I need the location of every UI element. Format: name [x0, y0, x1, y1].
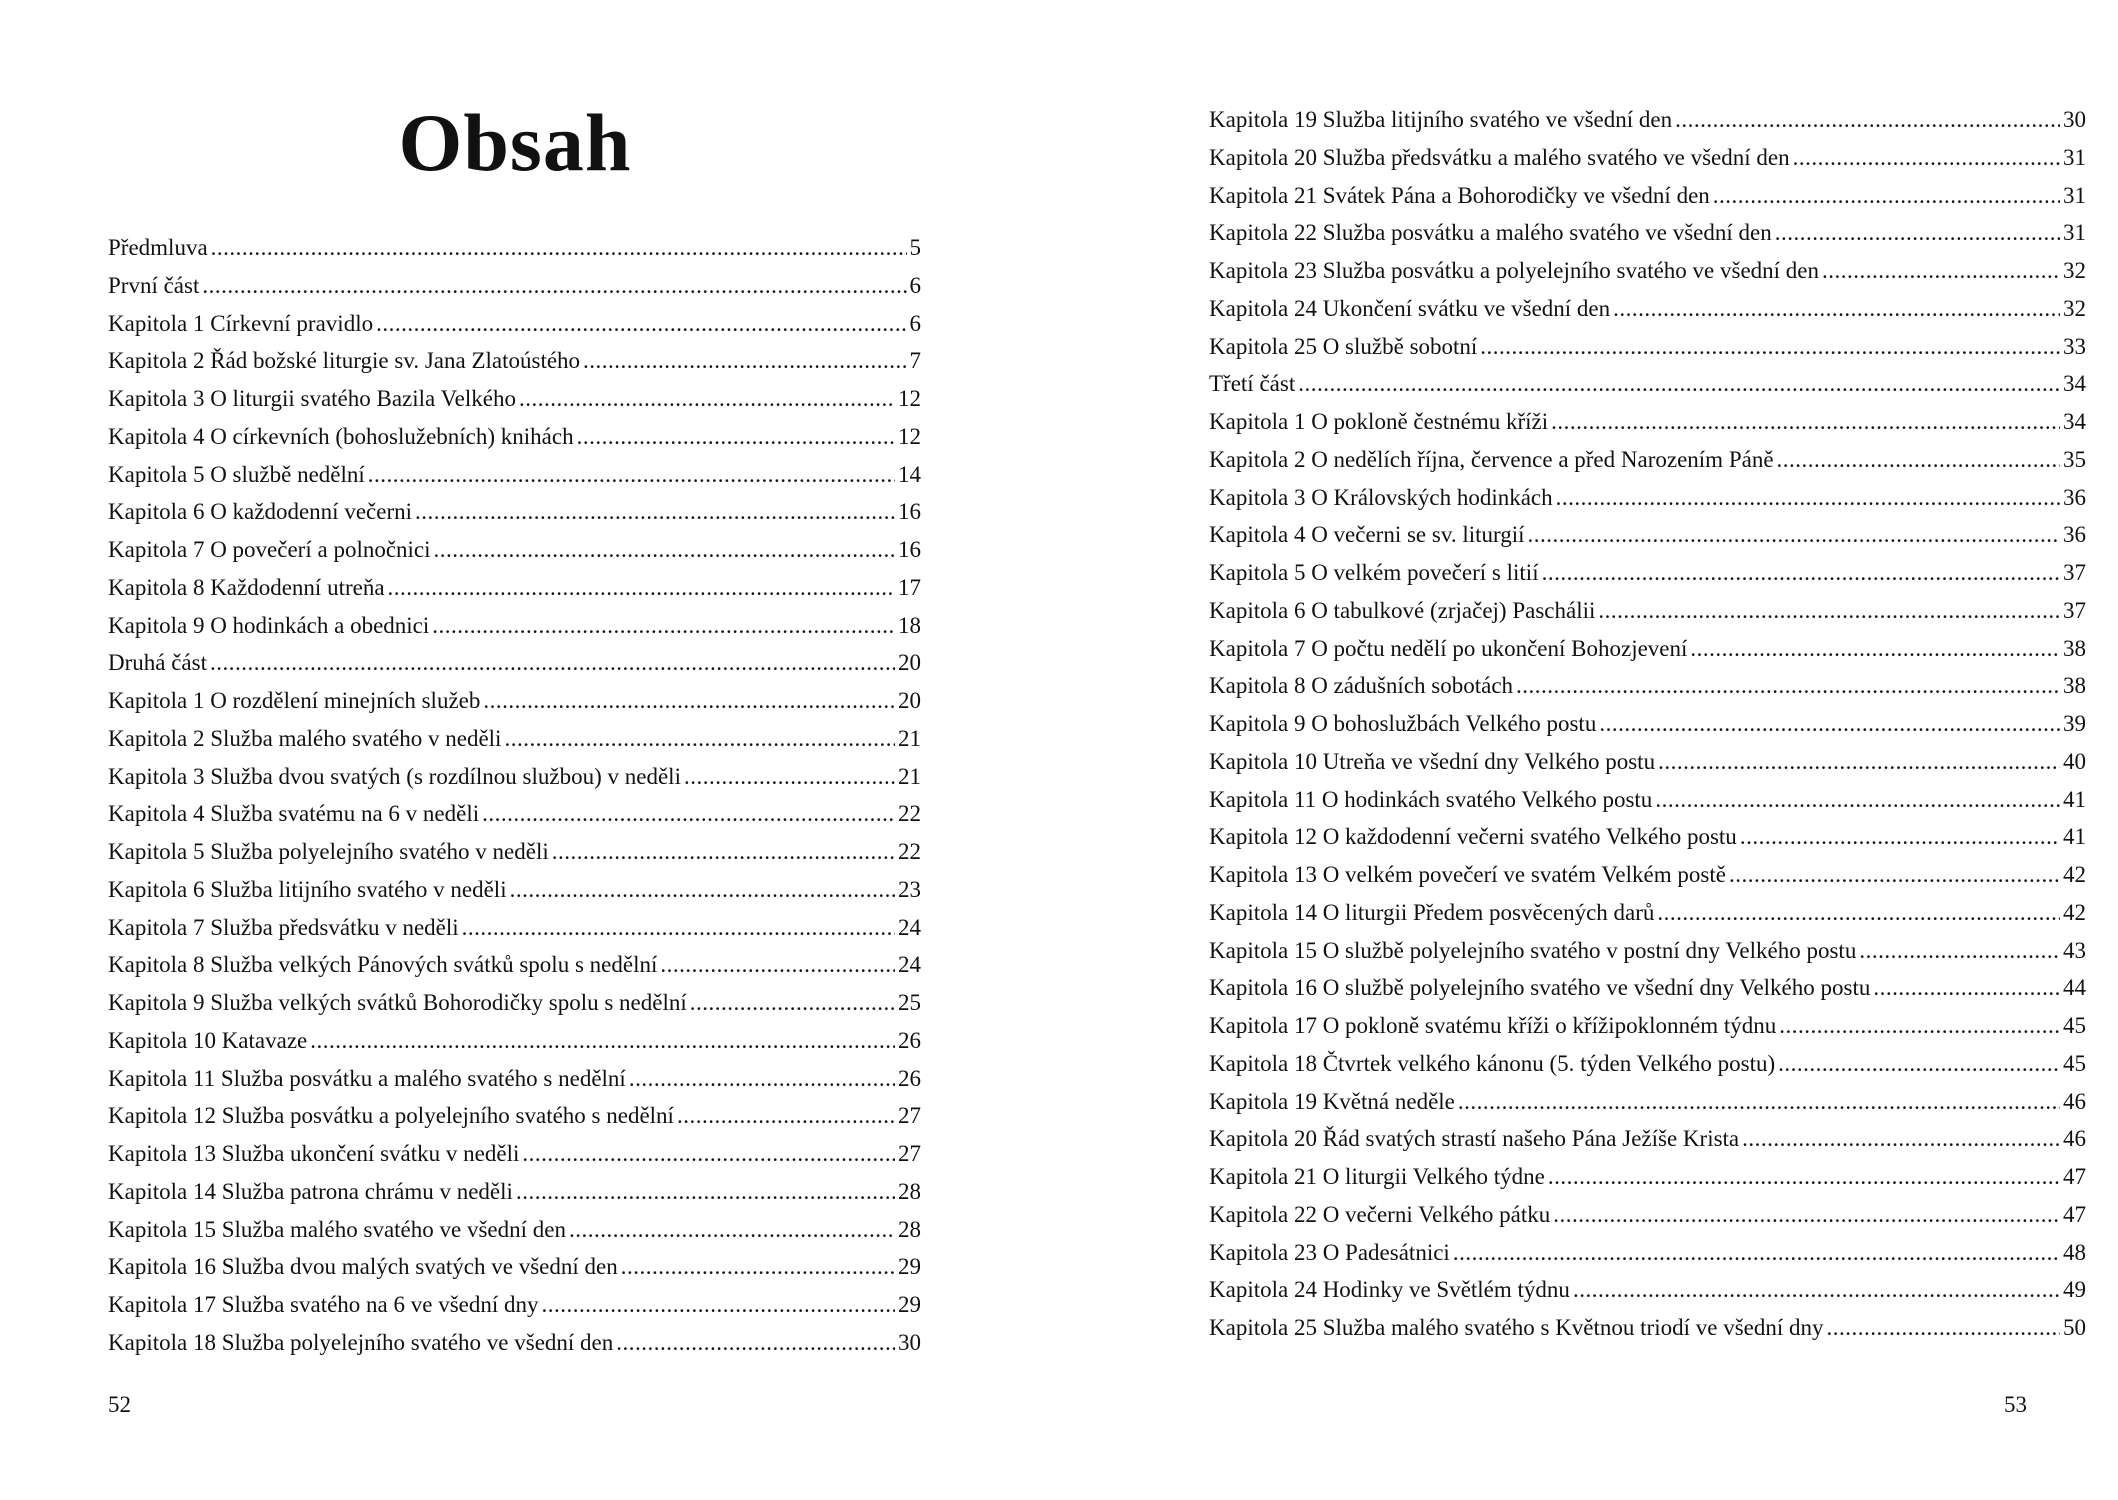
toc-entry [108, 758, 921, 796]
toc-entry [1209, 554, 2086, 592]
toc-entry-title: Kapitola 15 Služba malého svatého ve všední den [108, 1216, 566, 1242]
toc-entry-title: Kapitola 23 O Padesátnici [1209, 1239, 1450, 1265]
toc-entry-page: 5 [909, 235, 921, 260]
toc-entry-title: Kapitola 16 O službě polyelejního svatého ve všední dny Velkého postu [1209, 975, 1871, 1001]
toc-entry [1209, 743, 2086, 781]
toc-entry [108, 909, 921, 947]
dot-leader [462, 909, 895, 947]
toc-entry-page: 6 [909, 272, 921, 298]
toc-entry [1209, 705, 2086, 743]
toc-entry-page: 38 [2063, 673, 2086, 699]
toc-entry-page: 12 [898, 423, 921, 449]
toc-entry [1209, 1045, 2086, 1083]
toc-entry-page: 17 [898, 574, 921, 600]
toc-entry [108, 946, 921, 984]
dot-leader [516, 1173, 895, 1211]
toc-entry-title: Kapitola 7 Služba předsvátku v neděli [108, 914, 459, 940]
toc-entry [1209, 894, 2086, 932]
toc-entry-title: Kapitola 20 Řád svatých strastí našeho Pána Ježíše Krista [1209, 1126, 1740, 1152]
toc-entry-title: Kapitola 21 Svátek Pána a Bohorodičky ve všední den [1209, 182, 1710, 208]
toc-entry-page: 6 [909, 310, 921, 336]
toc-entry-title: Kapitola 25 O službě sobotní [1209, 333, 1478, 359]
toc-entry [1209, 630, 2086, 668]
toc-entry-title: Kapitola 3 O liturgii svatého Bazila Velkého [108, 386, 516, 411]
page-number-right: 53 [2004, 1392, 2027, 1417]
toc-entry-page: 45 [2063, 1013, 2086, 1038]
toc-entry-title: Kapitola 13 O velkém povečerí ve svatém Velkém postě [1209, 862, 1726, 887]
toc-entry-page: 37 [2063, 597, 2086, 623]
toc-entry [108, 305, 921, 343]
toc-entry-page: 34 [2063, 409, 2086, 434]
toc-entry [108, 1286, 921, 1324]
toc-entry [108, 531, 921, 569]
dot-leader [210, 644, 895, 682]
toc-entry-page: 24 [898, 914, 921, 940]
toc-entry [108, 229, 921, 267]
dot-leader [519, 380, 895, 418]
toc-entry [108, 607, 921, 645]
toc-entry-title: Kapitola 6 O tabulkové (zrjačej) Paschálii [1209, 597, 1596, 623]
toc-entry [1209, 592, 2086, 630]
toc-entry-title: Kapitola 9 Služba velkých svátků Bohorodičky spolu s nedělní [108, 990, 687, 1015]
dot-leader [376, 305, 906, 343]
toc-entry [108, 456, 921, 494]
toc-entry [1209, 932, 2086, 970]
toc-entry-page: 22 [898, 839, 921, 864]
toc-entry-title: Kapitola 2 O nedělích října, července a před Narozením Páně [1209, 446, 1774, 472]
toc-entry-page: 21 [898, 763, 921, 789]
toc-entry [108, 1211, 921, 1249]
toc-entry-title: Kapitola 8 Služba velkých Pánových svátků spolu s nedělní [108, 952, 658, 978]
toc-entry-page: 47 [2063, 1201, 2086, 1227]
toc-entry-title: Kapitola 13 Služba ukončení svátku v neděli [108, 1141, 520, 1166]
toc-entry-title: Kapitola 18 Služba polyelejního svatého ve všední den [108, 1329, 614, 1355]
toc-entry-title: Kapitola 14 O liturgii Předem posvěcených darů [1209, 899, 1655, 925]
dot-leader [1556, 479, 2060, 517]
toc-entry-page: 42 [2063, 899, 2086, 925]
toc-entry-title: Kapitola 12 Služba posvátku a polyelejního svatého s nedělní [108, 1103, 674, 1129]
toc-entry-title: Kapitola 23 Služba posvátku a polyelejního svatého ve všední den [1209, 258, 1820, 283]
toc-entry-page: 12 [898, 386, 921, 411]
dot-leader [1778, 1045, 2060, 1083]
toc-entry-title: Kapitola 4 Služba svatému na 6 v neděli [108, 801, 480, 827]
toc-entry-page: 30 [2063, 107, 2086, 132]
toc-entry-title: Kapitola 16 Služba dvou malých svatých ve všední den [108, 1254, 618, 1280]
toc-entry-page: 41 [2063, 786, 2086, 812]
toc-entry-title: Kapitola 17 O pokloně svatému kříži o křížipoklonném týdnu [1209, 1013, 1777, 1038]
dot-leader [621, 1248, 895, 1286]
toc-entry-title: Kapitola 1 O pokloně čestnému kříži [1209, 409, 1549, 434]
toc-entry-page: 50 [2063, 1315, 2086, 1340]
toc-entry-title: Kapitola 25 Služba malého svatého s Květnou triodí ve všední dny [1209, 1315, 1824, 1340]
toc-entry-page: 26 [898, 1027, 921, 1053]
dot-leader [684, 758, 895, 796]
toc-entry-page: 35 [2063, 446, 2086, 472]
toc-entry [1209, 781, 2086, 819]
toc-entry [1209, 479, 2086, 517]
dot-leader [1729, 856, 2060, 894]
toc-entry-page: 31 [2063, 182, 2086, 208]
dot-leader [1793, 139, 2060, 177]
toc-entry-title: Kapitola 14 Služba patrona chrámu v neděli [108, 1178, 513, 1204]
toc-entry-page: 40 [2063, 748, 2086, 774]
toc-entry-title: Třetí část [1209, 371, 1296, 397]
toc-entry-page: 23 [898, 876, 921, 902]
dot-leader [1859, 932, 2060, 970]
toc-entry-page: 30 [898, 1329, 921, 1355]
toc-entry [1209, 441, 2086, 479]
dot-leader [1779, 1007, 2060, 1045]
toc-entry [108, 984, 921, 1022]
page-title: Obsah [398, 97, 632, 188]
toc-list-left [108, 229, 921, 1362]
toc-entry [108, 380, 921, 418]
toc-entry-title: Kapitola 8 Každodenní utreňa [108, 574, 385, 600]
dot-leader [1777, 441, 2060, 479]
toc-entry-title: Kapitola 18 Čtvrtek velkého kánonu (5. týden Velkého postu) [1209, 1050, 1776, 1076]
dot-leader [690, 984, 895, 1022]
dot-leader [510, 871, 895, 909]
toc-entry [1209, 1007, 2086, 1045]
toc-entry-title: Kapitola 11 Služba posvátku a malého svatého s nedělní [108, 1065, 626, 1091]
toc-entry-title: Kapitola 4 O církevních (bohoslužebních) knihách [108, 423, 574, 449]
dot-leader [1690, 630, 2060, 668]
dot-leader [483, 682, 895, 720]
toc-entry-title: Kapitola 6 Služba litijního svatého v neděli [108, 876, 507, 902]
dot-leader [1480, 328, 2060, 366]
toc-entry-title: Kapitola 19 Květná neděle [1209, 1088, 1455, 1114]
toc-entry [108, 493, 921, 531]
toc-entry-title: Kapitola 20 Služba předsvátku a malého svatého ve všední den [1209, 144, 1790, 170]
dot-leader [1775, 214, 2060, 252]
toc-entry [1209, 818, 2086, 856]
toc-entry-page: 7 [909, 348, 921, 374]
dot-leader [569, 1211, 895, 1249]
dot-leader [482, 795, 895, 833]
toc-entry-page: 32 [2063, 258, 2086, 283]
dot-leader [1613, 290, 2060, 328]
toc-entry-page: 46 [2063, 1126, 2086, 1152]
toc-entry-title: Kapitola 24 Ukončení svátku ve všední den [1209, 295, 1611, 321]
toc-entry-page: 14 [898, 461, 921, 487]
toc-entry-page: 42 [2063, 862, 2086, 887]
toc-entry [1209, 667, 2086, 705]
toc-entry [1209, 1234, 2086, 1272]
toc-entry [1209, 214, 2086, 252]
dot-leader [552, 833, 895, 871]
dot-leader [677, 1097, 895, 1135]
toc-entry-page: 39 [2063, 711, 2086, 736]
toc-entry-page: 27 [898, 1103, 921, 1129]
dot-leader [1458, 1083, 2060, 1121]
right-page [1059, 0, 2118, 1500]
dot-leader [1298, 365, 2060, 403]
toc-entry-page: 38 [2063, 635, 2086, 661]
toc-entry [1209, 1309, 2086, 1347]
toc-entry-title: Kapitola 10 Katavaze [108, 1027, 308, 1053]
toc-entry-title: Kapitola 8 O zádušních sobotách [1209, 673, 1514, 699]
dot-leader [1675, 101, 2060, 139]
dot-leader [1528, 516, 2060, 554]
toc-entry [1209, 1158, 2086, 1196]
toc-entry-page: 26 [898, 1065, 921, 1091]
toc-entry-title: Kapitola 15 O službě polyelejního svatého v postní dny Velkého postu [1209, 937, 1857, 963]
dot-leader [1827, 1309, 2061, 1347]
toc-entry [1209, 516, 2086, 554]
toc-entry-page: 25 [898, 990, 921, 1015]
toc-entry [1209, 1120, 2086, 1158]
toc-entry-title: Kapitola 3 O Královských hodinkách [1209, 484, 1553, 510]
toc-entry-page: 31 [2063, 144, 2086, 170]
dot-leader [388, 569, 895, 607]
toc-entry-title: Druhá část [108, 650, 207, 676]
dot-leader [616, 1324, 895, 1362]
toc-entry-title: Kapitola 5 Služba polyelejního svatého v neděli [108, 839, 549, 864]
toc-entry-title: Kapitola 21 O liturgii Velkého týdne [1209, 1164, 1545, 1189]
dot-leader [1873, 969, 2060, 1007]
toc-entry-title: Kapitola 9 O hodinkách a obednici [108, 612, 430, 638]
toc-entry-title: Kapitola 7 O povečerí a polnočnici [108, 537, 431, 562]
toc-entry-page: 37 [2063, 560, 2086, 585]
toc-entry-page: 31 [2063, 220, 2086, 246]
dot-leader [1573, 1271, 2060, 1309]
toc-entry [108, 795, 921, 833]
toc-entry-page: 48 [2063, 1239, 2086, 1265]
toc-entry-page: 20 [898, 650, 921, 676]
dot-leader [1822, 252, 2060, 290]
dot-leader [1516, 667, 2060, 705]
dot-leader [1551, 403, 2060, 441]
toc-entry [108, 1022, 921, 1060]
toc-entry-title: Kapitola 6 O každodenní večerni [108, 499, 412, 525]
toc-entry [108, 418, 921, 456]
toc-entry-page: 43 [2063, 937, 2086, 963]
toc-entry-page: 24 [898, 952, 921, 978]
toc-entry [1209, 1271, 2086, 1309]
dot-leader [629, 1060, 895, 1098]
toc-entry-title: Kapitola 19 Služba litijního svatého ve všední den [1209, 107, 1673, 132]
dot-leader [415, 493, 895, 531]
toc-entry [1209, 365, 2086, 403]
toc-entry [1209, 969, 2086, 1007]
toc-entry [108, 267, 921, 305]
toc-entry-title: Kapitola 9 O bohoslužbách Velkého postu [1209, 711, 1597, 736]
dot-leader [434, 531, 895, 569]
dot-leader [1599, 705, 2060, 743]
toc-entry [1209, 139, 2086, 177]
toc-entry-page: 44 [2063, 975, 2086, 1001]
toc-entry-title: Kapitola 7 O počtu nedělí po ukončení Bohozjevení [1209, 635, 1688, 661]
toc-entry-page: 21 [898, 725, 921, 751]
dot-leader [660, 946, 895, 984]
toc-entry-title: Kapitola 4 O večerni se sv. liturgií [1209, 522, 1525, 548]
toc-entry [1209, 252, 2086, 290]
toc-entry-title: Kapitola 22 Služba posvátku a malého svatého ve všední den [1209, 220, 1772, 246]
toc-entry [1209, 177, 2086, 215]
toc-entry [108, 1173, 921, 1211]
dot-leader [1548, 1158, 2060, 1196]
toc-entry-page: 34 [2063, 371, 2086, 397]
toc-entry [1209, 403, 2086, 441]
toc-entry [108, 871, 921, 909]
toc-entry-title: Kapitola 2 Služba malého svatého v neděli [108, 725, 502, 751]
dot-leader [211, 229, 907, 267]
toc-entry [1209, 856, 2086, 894]
toc-entry-page: 29 [898, 1292, 921, 1317]
toc-entry-title: Kapitola 24 Hodinky ve Světlém týdnu [1209, 1277, 1570, 1303]
dot-leader [1713, 177, 2060, 215]
toc-entry-page: 46 [2063, 1088, 2086, 1114]
toc-entry-page: 22 [898, 801, 921, 827]
toc-entry [108, 1060, 921, 1098]
toc-entry-title: Kapitola 22 O večerni Velkého pátku [1209, 1201, 1551, 1227]
toc-entry-title: Kapitola 11 O hodinkách svatého Velkého postu [1209, 786, 1653, 812]
toc-entry [108, 720, 921, 758]
toc-entry-page: 36 [2063, 484, 2086, 510]
toc-entry-title: První část [108, 272, 200, 298]
toc-entry [108, 1097, 921, 1135]
toc-entry-page: 36 [2063, 522, 2086, 548]
toc-entry-title: Kapitola 2 Řád božské liturgie sv. Jana Zlatoústého [108, 348, 581, 374]
toc-entry [1209, 1083, 2086, 1121]
toc-entry-title: Kapitola 1 Církevní pravidlo [108, 310, 374, 336]
toc-entry [108, 1135, 921, 1173]
dot-leader [310, 1022, 895, 1060]
dot-leader [542, 1286, 895, 1324]
dot-leader [583, 342, 906, 380]
toc-entry-title: Předmluva [108, 235, 208, 260]
dot-leader [1657, 894, 2060, 932]
toc-entry-page: 33 [2063, 333, 2086, 359]
toc-entry-page: 45 [2063, 1050, 2086, 1076]
dot-leader [1542, 554, 2060, 592]
dot-leader [1453, 1234, 2060, 1272]
dot-leader [1598, 592, 2060, 630]
toc-entry-page: 20 [898, 688, 921, 713]
toc-entry-title: Kapitola 3 Služba dvou svatých (s rozdílnou službou) v neděli [108, 763, 681, 789]
toc-entry-page: 41 [2063, 824, 2086, 850]
toc-entry-page: 28 [898, 1178, 921, 1204]
toc-entry-title: Kapitola 17 Služba svatého na 6 ve všední dny [108, 1292, 539, 1317]
toc-entry [108, 644, 921, 682]
toc-list-right [1209, 101, 2086, 1347]
dot-leader [1553, 1196, 2060, 1234]
toc-entry-page: 28 [898, 1216, 921, 1242]
toc-entry-title: Kapitola 12 O každodenní večerni svatého Velkého postu [1209, 824, 1737, 850]
toc-entry-page: 49 [2063, 1277, 2086, 1303]
toc-entry-page: 27 [898, 1141, 921, 1166]
toc-entry [108, 682, 921, 720]
toc-entry-page: 16 [898, 499, 921, 525]
toc-entry-page: 47 [2063, 1164, 2086, 1189]
toc-entry [1209, 1196, 2086, 1234]
dot-leader [432, 607, 895, 645]
dot-leader [577, 418, 895, 456]
dot-leader [522, 1135, 895, 1173]
page-number-left: 52 [108, 1392, 131, 1417]
toc-entry [1209, 101, 2086, 139]
toc-entry-title: Kapitola 5 O velkém povečerí s litií [1209, 560, 1539, 585]
toc-entry [108, 569, 921, 607]
toc-entry-title: Kapitola 1 O rozdělení minejních služeb [108, 688, 481, 713]
toc-entry-title: Kapitola 10 Utreňa ve všední dny Velkého postu [1209, 748, 1656, 774]
dot-leader [1740, 818, 2060, 856]
toc-entry [1209, 328, 2086, 366]
toc-entry [108, 833, 921, 871]
toc-entry [108, 1324, 921, 1362]
dot-leader [202, 267, 906, 305]
toc-entry [108, 1248, 921, 1286]
toc-entry-page: 32 [2063, 295, 2086, 321]
toc-entry-title: Kapitola 5 O službě nedělní [108, 461, 365, 487]
toc-entry [108, 342, 921, 380]
dot-leader [368, 456, 895, 494]
toc-entry-page: 29 [898, 1254, 921, 1280]
toc-entry-page: 18 [898, 612, 921, 638]
dot-leader [1742, 1120, 2060, 1158]
dot-leader [1655, 781, 2060, 819]
toc-entry-page: 16 [898, 537, 921, 562]
toc-entry [1209, 290, 2086, 328]
dot-leader [1658, 743, 2060, 781]
dot-leader [504, 720, 895, 758]
